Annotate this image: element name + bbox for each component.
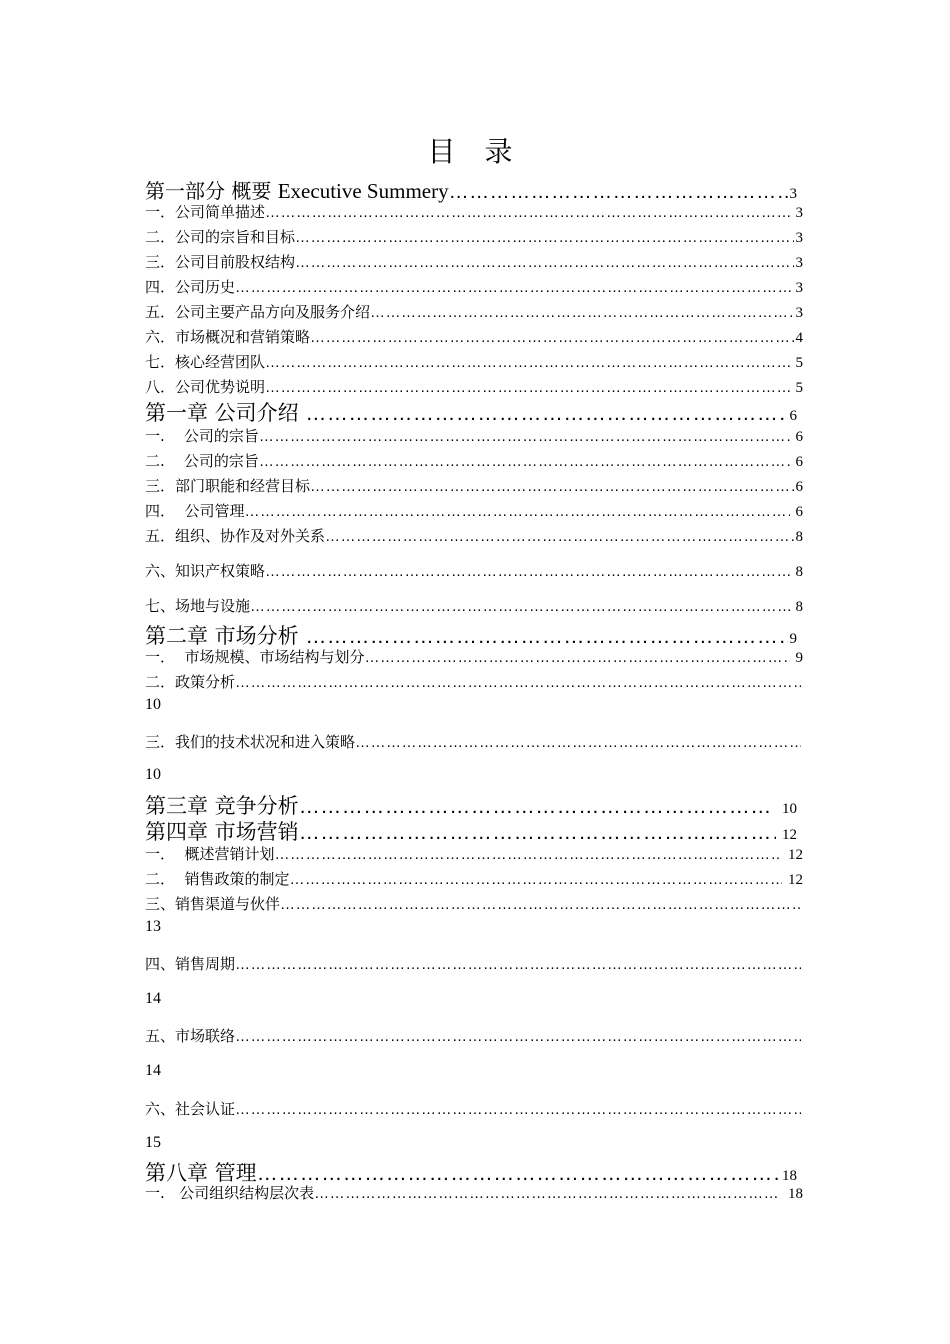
toc-entry-label: 一．公司简单描述 bbox=[145, 203, 266, 221]
toc-entry-label: 六、社会认证 bbox=[145, 1100, 236, 1118]
toc-section-entry[interactable] bbox=[145, 500, 803, 521]
toc-entry-label: 一． 概述营销计划 bbox=[145, 845, 275, 863]
toc-leader-dots bbox=[265, 379, 793, 396]
toc-leader-dots bbox=[265, 563, 793, 580]
toc-section-entry[interactable] bbox=[145, 671, 803, 692]
toc-leader-dots bbox=[235, 1028, 801, 1045]
toc-page-number: 12 bbox=[784, 872, 803, 888]
toc-page-number-wrapped: 10 bbox=[145, 696, 161, 713]
toc-entry-label: 一. 公司的宗旨 bbox=[145, 427, 259, 445]
toc-page-number: 8 bbox=[795, 564, 803, 580]
toc-page-number: 3 bbox=[795, 205, 803, 221]
toc-section-entry[interactable] bbox=[145, 276, 803, 297]
toc-entry-label: 第一部分 概要 bbox=[145, 179, 278, 203]
toc-leader-dots bbox=[235, 279, 793, 296]
toc-entry-label: 二． 销售政策的制定 bbox=[145, 870, 290, 888]
toc-leader-dots bbox=[355, 734, 801, 751]
toc-section-entry[interactable] bbox=[145, 1025, 803, 1046]
toc-entry-label: 第八章 管理 bbox=[145, 1161, 257, 1185]
toc-section-entry[interactable] bbox=[145, 843, 803, 864]
toc-page-number: 5 bbox=[795, 380, 803, 396]
toc-chapter-entry[interactable] bbox=[145, 816, 797, 846]
toc-entry-label: 第二章 市场分析 bbox=[145, 624, 306, 648]
toc-chapter-entry[interactable] bbox=[145, 175, 797, 204]
toc-leader-dots bbox=[295, 254, 793, 271]
toc-title: 目 录 bbox=[427, 135, 523, 168]
toc-section-entry[interactable] bbox=[145, 201, 803, 222]
toc-page-number: 6 bbox=[791, 429, 803, 445]
toc-leader-dots bbox=[290, 871, 783, 888]
toc-page-number: 3 bbox=[795, 305, 803, 321]
toc-leader-dots bbox=[325, 528, 793, 545]
toc-page-number-wrapped: 14 bbox=[145, 990, 161, 1007]
toc-section-entry[interactable] bbox=[145, 525, 803, 546]
toc-page-number-wrapped: 13 bbox=[145, 918, 161, 935]
toc-leader-dots bbox=[295, 229, 793, 246]
toc-section-entry[interactable] bbox=[145, 731, 803, 752]
toc-entry-label: 第一章 公司介绍 bbox=[145, 401, 306, 425]
toc-leader-dots bbox=[235, 1101, 801, 1118]
toc-section-entry[interactable] bbox=[145, 560, 803, 581]
toc-section-entry[interactable] bbox=[145, 475, 803, 496]
toc-section-entry[interactable] bbox=[145, 450, 803, 471]
toc-section-entry[interactable] bbox=[145, 351, 803, 372]
toc-entry-label: 三．公司目前股权结构 bbox=[145, 253, 296, 271]
toc-leader-dots bbox=[305, 402, 787, 426]
toc-page-number: 9 bbox=[791, 650, 803, 666]
toc-page-number-wrapped: 15 bbox=[145, 1134, 161, 1151]
toc-page-number: 6 bbox=[789, 408, 797, 424]
toc-section-entry[interactable] bbox=[145, 646, 803, 667]
toc-section-entry[interactable] bbox=[145, 376, 803, 397]
toc-page-number: 10 bbox=[774, 801, 797, 817]
toc-page-number: 8 bbox=[795, 599, 803, 615]
toc-entry-label: 四、销售周期 bbox=[145, 955, 236, 973]
toc-entry-label: 八．公司优势说明 bbox=[145, 378, 266, 396]
toc-section-entry[interactable] bbox=[145, 1098, 803, 1119]
toc-leader-dots bbox=[365, 649, 790, 666]
toc-entry-label: 七、场地与设施 bbox=[145, 597, 251, 615]
toc-entry-label: 六．市场概况和营销策略 bbox=[145, 328, 311, 346]
toc-section-entry[interactable] bbox=[145, 301, 803, 322]
toc-section-entry[interactable] bbox=[145, 425, 803, 446]
toc-entry-label: 二．政策分析 bbox=[145, 673, 236, 691]
toc-entry-label: 五．组织、协作及对外关系 bbox=[145, 527, 326, 545]
toc-page-number-wrapped: 14 bbox=[145, 1062, 161, 1079]
toc-leader-dots bbox=[299, 821, 777, 845]
toc-page-number: 18 bbox=[780, 1186, 803, 1202]
toc-leader-dots bbox=[245, 503, 790, 520]
toc-leader-dots bbox=[280, 896, 801, 913]
toc-leader-dots bbox=[265, 204, 793, 221]
toc-entry-label: 第四章 市场营销 bbox=[145, 820, 299, 844]
toc-entry-label: 二．公司的宗旨和目标 bbox=[145, 228, 296, 246]
toc-section-entry[interactable] bbox=[145, 226, 803, 247]
toc-page-number: 18 bbox=[782, 1168, 797, 1184]
toc-entry-label: 三．部门职能和经营目标 bbox=[145, 477, 311, 495]
toc-entry-label: 六、知识产权策略 bbox=[145, 562, 266, 580]
toc-entry-label: 四．公司历史 bbox=[145, 278, 236, 296]
toc-page-number: 12 bbox=[784, 847, 803, 863]
toc-page-number: 9 bbox=[789, 631, 797, 647]
toc-entry-label: 二. 公司的宗旨 bbox=[145, 452, 259, 470]
toc-page-number: 6 bbox=[791, 454, 803, 470]
toc-page-number-wrapped: 10 bbox=[145, 766, 161, 783]
toc-section-entry[interactable] bbox=[145, 953, 803, 974]
toc-entry-label: 第三章 竞争分析 bbox=[145, 794, 299, 818]
toc-leader-dots bbox=[259, 428, 790, 445]
toc-section-entry[interactable] bbox=[145, 595, 803, 616]
toc-page-number: 3 bbox=[795, 255, 803, 271]
toc-section-entry[interactable] bbox=[145, 251, 803, 272]
toc-entry-label: 一． 市场规模、市场结构与划分 bbox=[145, 648, 365, 666]
toc-page-number: 6 bbox=[791, 504, 803, 520]
toc-section-entry[interactable] bbox=[145, 868, 803, 889]
toc-entry-label: 三、销售渠道与伙伴 bbox=[145, 895, 281, 913]
toc-leader-dots bbox=[275, 846, 783, 863]
toc-leader-dots bbox=[310, 478, 793, 495]
toc-leader-dots bbox=[235, 674, 801, 691]
toc-leader-dots bbox=[314, 1185, 778, 1202]
toc-leader-dots bbox=[259, 453, 790, 470]
toc-page-number: 3 bbox=[795, 280, 803, 296]
toc-chapter-entry[interactable] bbox=[145, 397, 797, 427]
toc-page-number: 3 bbox=[795, 230, 803, 246]
toc-entry-latin-label: Executive Summery bbox=[277, 179, 449, 203]
toc-leader-dots bbox=[265, 354, 793, 371]
toc-page-number: 12 bbox=[778, 827, 797, 843]
toc-entry-label: 五．公司主要产品方向及服务介绍 bbox=[145, 303, 371, 321]
toc-section-entry[interactable] bbox=[145, 1182, 803, 1203]
toc-page-number: 8 bbox=[795, 529, 803, 545]
toc-page-number: 3 bbox=[789, 186, 797, 202]
toc-leader-dots bbox=[235, 956, 801, 973]
toc-section-entry[interactable] bbox=[145, 326, 803, 347]
toc-page-number: 6 bbox=[795, 479, 803, 495]
toc-entry-label: 四． 公司管理 bbox=[145, 502, 245, 520]
toc-entry-label: 三．我们的技术状况和进入策略 bbox=[145, 733, 356, 751]
toc-leader-dots bbox=[370, 304, 793, 321]
toc-entry-label: 一. 公司组织结构层次表 bbox=[145, 1184, 315, 1202]
toc-entry-label: 七．核心经营团队 bbox=[145, 353, 266, 371]
toc-leader-dots bbox=[310, 329, 793, 346]
toc-page-number: 5 bbox=[795, 355, 803, 371]
toc-entry-label: 五、市场联络 bbox=[145, 1027, 236, 1045]
toc-section-entry[interactable] bbox=[145, 893, 803, 914]
toc-page-number: 4 bbox=[795, 330, 803, 346]
toc-leader-dots bbox=[250, 598, 793, 615]
